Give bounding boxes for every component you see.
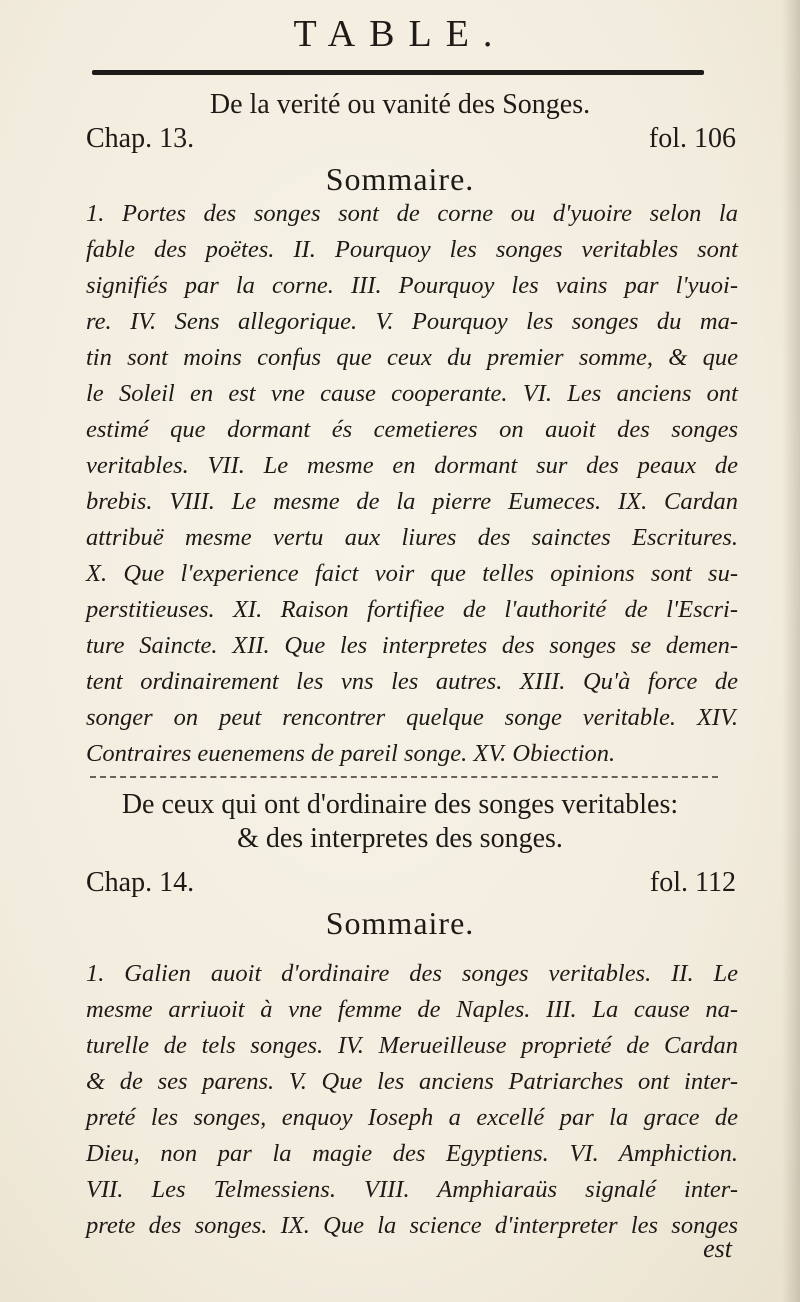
chapter-14-sommaire: Sommaire.: [325, 905, 475, 941]
summary-line: le Soleil en est vne cause cooperante. VI. Les anciens ont: [86, 380, 738, 407]
running-head: TABLE.: [293, 13, 507, 55]
section-divider: [90, 776, 718, 780]
summary-line: attribuë mesme vertu aux liures des sainctes Escritures.: [86, 524, 738, 551]
chapter-13-folio: fol. 106: [648, 123, 736, 154]
chapter-14-folio: fol. 112: [649, 867, 736, 898]
summary-line: 1. Portes des songes sont de corne ou d'yuoire selon la: [86, 200, 738, 227]
summary-line: mesme arriuoit à vne femme de Naples. III. La cause na-: [86, 996, 738, 1023]
summary-line: signifiés par la corne. III. Pourquoy les vains par l'yuoi-: [86, 272, 738, 299]
top-rule: [92, 70, 704, 75]
summary-line: & de ses parens. V. Que les anciens Patriarches ont inter-: [86, 1068, 738, 1095]
summary-line: veritables. VII. Le mesme en dormant sur des peaux de: [86, 452, 738, 479]
catchword: est: [703, 1234, 732, 1263]
summary-line: X. Que l'experience faict voir que telles opinions sont su-: [86, 560, 738, 587]
summary-line: 1. Galien auoit d'ordinaire des songes veritables. II. Le: [86, 960, 738, 987]
summary-line: perstitieuses. XI. Raison fortifiee de l'authorité de l'Escri-: [86, 596, 738, 623]
summary-line: turelle de tels songes. IV. Merueilleuse proprieté de Cardan: [86, 1032, 738, 1059]
summary-line: Contraires euenemens de pareil songe. XV. Obiection.: [86, 740, 616, 767]
chapter-14-summary: [86, 956, 738, 1244]
chapter-13-sommaire: Sommaire.: [325, 161, 475, 197]
summary-line: Dieu, non par la magie des Egyptiens. VI. Amphiction.: [86, 1140, 738, 1167]
summary-line: VII. Les Telmessiens. VIII. Amphiaraüs signalé inter-: [86, 1176, 738, 1203]
summary-line: tin sont moins confus que ceux du premier somme, & que: [86, 344, 738, 371]
chapter-14-title-line-2: & des interpretes des songes.: [237, 823, 563, 854]
summary-line: tent ordinairement les vns les autres. XIII. Qu'à force de: [86, 668, 738, 695]
summary-line: ture Saincte. XII. Que les interpretes des songes se demen-: [86, 632, 738, 659]
chapter-13-title: De la verité ou vanité des Songes.: [209, 89, 591, 120]
summary-line: songer on peut rencontrer quelque songe veritable. XIV.: [86, 704, 738, 731]
chapter-13-summary: [86, 196, 738, 772]
summary-line: brebis. VIII. Le mesme de la pierre Eumeces. IX. Cardan: [86, 488, 738, 515]
summary-line: estimé que dormant és cemetieres on auoit des songes: [86, 416, 738, 443]
chapter-13-number: Chap. 13.: [86, 123, 195, 154]
summary-line: prete des songes. IX. Que la science d'interpreter les songes: [86, 1212, 738, 1239]
chapter-14-number: Chap. 14.: [86, 867, 195, 898]
summary-line: preté les songes, enquoy Ioseph a excellé par la grace de: [86, 1104, 738, 1131]
chapter-14-title-line-1: De ceux qui ont d'ordinaire des songes veritables:: [121, 789, 679, 820]
summary-line: fable des poëtes. II. Pourquoy les songes veritables sont: [86, 236, 738, 263]
summary-line: re. IV. Sens allegorique. V. Pourquoy les songes du ma-: [86, 308, 738, 335]
